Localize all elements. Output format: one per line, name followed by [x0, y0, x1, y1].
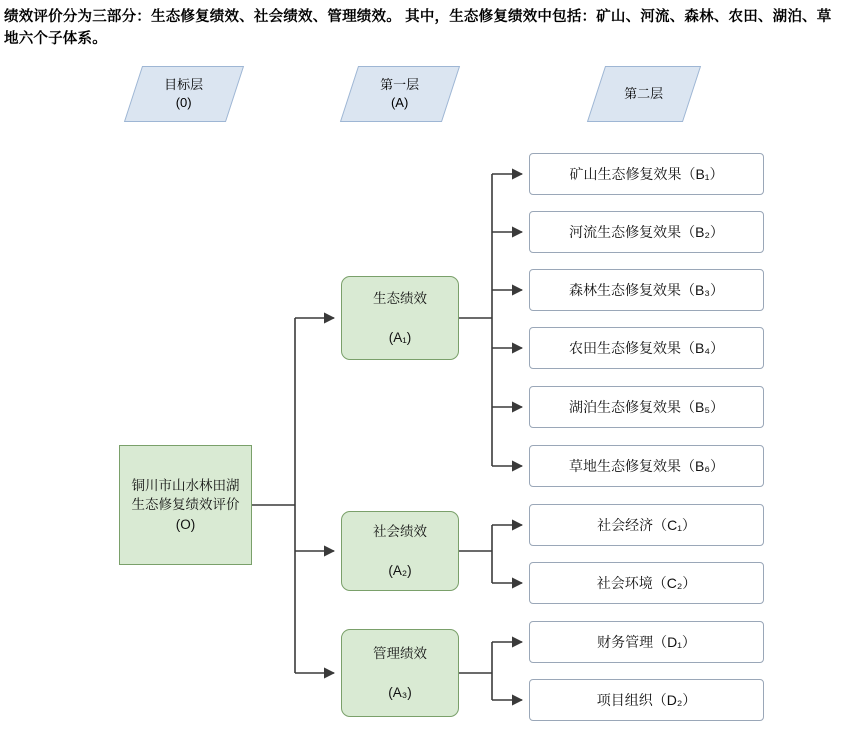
node-A3-code: (A₃) [388, 684, 412, 700]
node-B2 [529, 211, 764, 253]
node-B5-label: 湖泊生态修复效果（B₅） [569, 398, 724, 415]
node-B6-label: 草地生态修复效果（B₆） [569, 457, 724, 474]
node-A1-label: 生态绩效 [373, 290, 427, 306]
node-A2 [341, 511, 459, 591]
node-A3 [341, 629, 459, 717]
node-goal [119, 445, 252, 565]
layer-label-goal-line2: (0) [176, 95, 192, 110]
node-B3-label: 森林生态修复效果（B₃） [568, 281, 725, 298]
intro-paragraph: 绩效评价分为三部分：生态修复绩效、社会绩效、管理绩效。 其中，生态修复绩效中包括：矿山、河流、森林、农田、湖泊、草地六个子体系。 [4, 9, 832, 48]
node-A1-code: (A₁) [388, 329, 412, 345]
node-B6 [529, 445, 764, 487]
node-B1-label: 矿山生态修复效果（B₁） [569, 165, 724, 182]
node-D2-label: 项目组织（D₂） [596, 691, 697, 708]
node-A3-label: 管理绩效 [373, 645, 427, 661]
layer-label-first-line1: 第一层 [380, 77, 420, 93]
node-C1 [529, 504, 764, 546]
node-D1 [529, 621, 764, 663]
node-B2-label: 河流生态修复效果（B₂） [569, 223, 724, 240]
node-A2-code: (A₂) [388, 562, 412, 578]
node-A2-label: 社会绩效 [373, 523, 427, 539]
layer-label-first-line2: (A) [391, 95, 409, 110]
layer-label-goal-line1: 目标层 [164, 77, 204, 93]
node-A1 [341, 276, 459, 360]
layer-label-second [587, 66, 701, 122]
node-goal-label: 铜川市山水林田湖生态修复绩效评价(O) [131, 477, 240, 532]
node-C2-label: 社会环境（C₂） [596, 574, 697, 591]
node-B4 [529, 327, 764, 369]
node-D2 [529, 679, 764, 721]
node-C2 [529, 562, 764, 604]
node-B3 [529, 269, 764, 311]
node-D1-label: 财务管理（D₁） [597, 633, 696, 650]
node-B5 [529, 386, 764, 428]
node-B1 [529, 153, 764, 195]
node-C1-label: 社会经济（C₁） [597, 516, 696, 533]
layer-label-second-line1: 第二层 [624, 86, 664, 102]
layer-label-first [340, 66, 460, 122]
node-B4-label: 农田生态修复效果（B₄） [568, 339, 725, 356]
layer-label-goal [124, 66, 244, 122]
